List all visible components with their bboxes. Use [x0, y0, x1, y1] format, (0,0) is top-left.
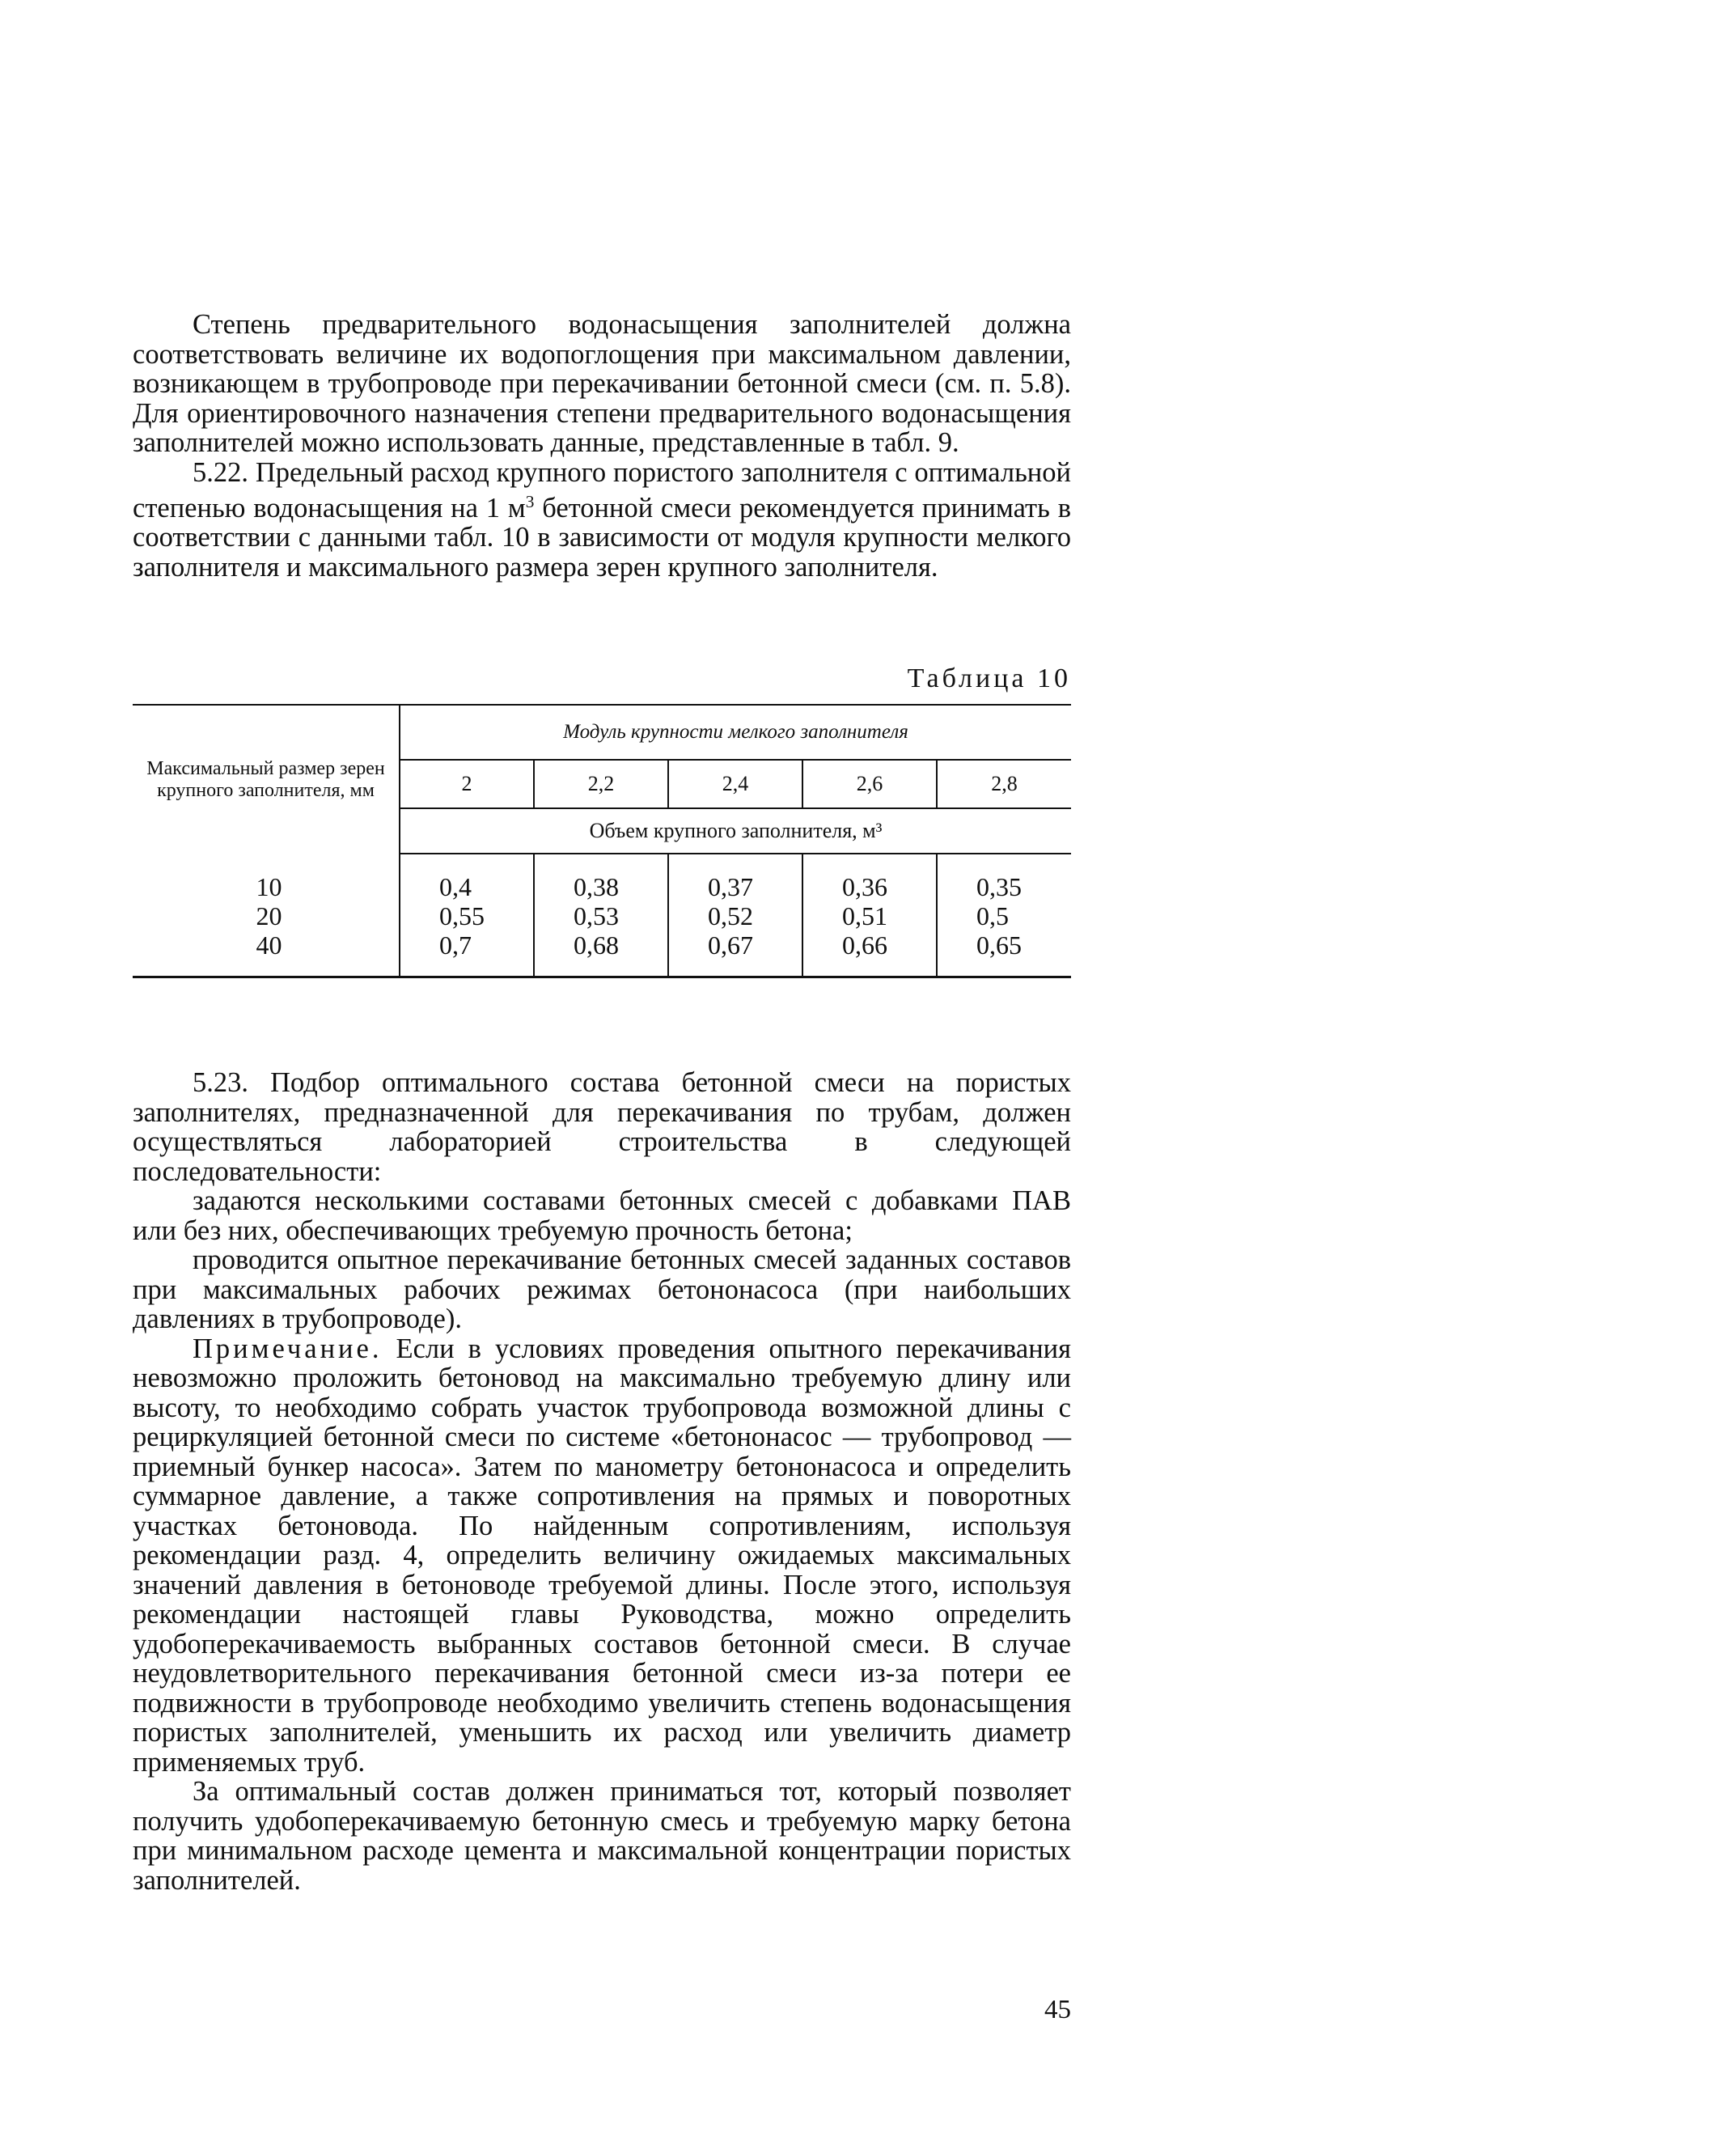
- table-column: [668, 854, 802, 977]
- table-row-label: 10: [256, 871, 282, 901]
- table-cell: 0,52: [708, 901, 753, 930]
- table-modulus-header: 2,6: [802, 760, 937, 808]
- table-column: [802, 854, 937, 977]
- paragraph-5-22: [133, 458, 1071, 583]
- table-cell: 0,4: [439, 872, 472, 901]
- table-group-header: Модуль крупности мелкого заполнителя: [400, 705, 1071, 760]
- table-unit-header: Объем крупного заполнителя, м³: [400, 808, 1071, 854]
- table-column: [400, 854, 534, 977]
- note-text: Если в условиях проведения опытного перекачивания невозможно проложить бетоновод на максимально требуемую длину или высоту, то необходимо собрать участок трубопровода возможной длины с рециркуляцией бетонной смеси по системе «бетононасос — трубопровод — приемный бункер насоса». Затем по манометру бетононасоса и определить суммарное давление, а также сопротивления на прямых и поворотных участках бетоновода. По найденным сопротивлениям, используя рекомендации разд. 4, определить величину ожидаемых максимальных значений давления в бетоноводе требуемой длины. После этого, используя рекомендации настоящей главы Руководства, можно определить удобоперекачиваемость выбранных составов бетонной смеси. В случае неудовлетворительного перекачивания бетонной смеси из-за потери ее подвижности в трубопроводе необходимо увеличить степень водонасыщения пористых заполнителей, уменьшить их расход или увеличить диаметр применяемых труб.: [133, 1333, 1071, 1778]
- table-cell: 0,5: [976, 901, 1009, 930]
- table-cell: 0,37: [708, 872, 753, 901]
- paragraph-5-22-text-end: бетонной смеси рекомендуется принимать в соответствии с данными табл. 10 в зависимости от модуля крупности мелкого заполнителя и максимального размера зерен крупного заполнителя.: [133, 492, 1071, 583]
- table-cell: 0,35: [976, 872, 1022, 901]
- table-modulus-header: 2,8: [937, 760, 1071, 808]
- superscript-3: 3: [525, 492, 535, 511]
- table-cell: 0,7: [439, 930, 472, 960]
- table-cell: 0,67: [708, 930, 753, 960]
- paragraph-5-22-text: 5.22. Предельный расход крупного пористого заполнителя с оптимальной степенью водонасыщения на 1 м: [133, 456, 1071, 523]
- text-block-top: [133, 310, 1071, 582]
- table-modulus-header: 2,4: [668, 760, 802, 808]
- table-cell: 0,55: [439, 901, 485, 930]
- table-row-label: 20: [256, 901, 282, 930]
- table-cell: 0,51: [842, 901, 887, 930]
- table-row-header: Максимальный размер зерен крупного заполнителя, мм: [133, 705, 400, 854]
- table-cell: 0,68: [574, 930, 619, 960]
- paragraph-step-1: задаются несколькими составами бетонных смесей с добавками ПАВ или без них, обеспечивающих требуемую прочность бетона;: [133, 1185, 1071, 1246]
- table-column: [937, 854, 1071, 977]
- paragraph-step-2: проводится опытное перекачивание бетонных смесей заданных составов при максимальных рабочих режимах бетононасоса (при наибольших давлениях в трубопроводе).: [133, 1244, 1071, 1334]
- table-cell: 0,65: [976, 930, 1022, 960]
- table-cell: 0,36: [842, 872, 887, 901]
- table-row-labels: [133, 854, 400, 977]
- table-modulus-header: 2,2: [534, 760, 668, 808]
- page-number: 45: [1044, 1995, 1071, 2024]
- paragraph-5-23: 5.23. Подбор оптимального состава бетонной смеси на пористых заполнителях, предназначенной для перекачивания по трубам, должен осуществляться лабораторией строительства в следующей последовательности:: [133, 1067, 1071, 1187]
- paragraph-conclusion: За оптимальный состав должен приниматься тот, который позволяет получить удобоперекачиваемую бетонную смесь и требуемую марку бетона при минимальном расходе цемента и максимальной концентрации пористых заполнителей.: [133, 1776, 1071, 1896]
- table-10: [133, 704, 1071, 978]
- table-caption: Таблица 10: [907, 663, 1071, 693]
- table-cell: 0,66: [842, 930, 887, 960]
- table-row-label: 40: [256, 930, 282, 960]
- paragraph-intro: Степень предварительного водонасыщения заполнителей должна соответствовать величине их водопоглощения при максимальном давлении, возникающем в трубопроводе при перекачивании бетонной смеси (см. п. 5.8). Для ориентировочного назначения степени предварительного водонасыщения заполнителей можно использовать данные, представленные в табл. 9.: [133, 309, 1071, 458]
- paragraph-note: [133, 1334, 1071, 1778]
- table-column: [534, 854, 668, 977]
- table-cell: 0,38: [574, 872, 619, 901]
- note-label: Примечание.: [193, 1333, 383, 1364]
- text-block-bottom: [133, 1068, 1071, 1895]
- table-modulus-header: 2: [400, 760, 534, 808]
- table-cell: 0,53: [574, 901, 619, 930]
